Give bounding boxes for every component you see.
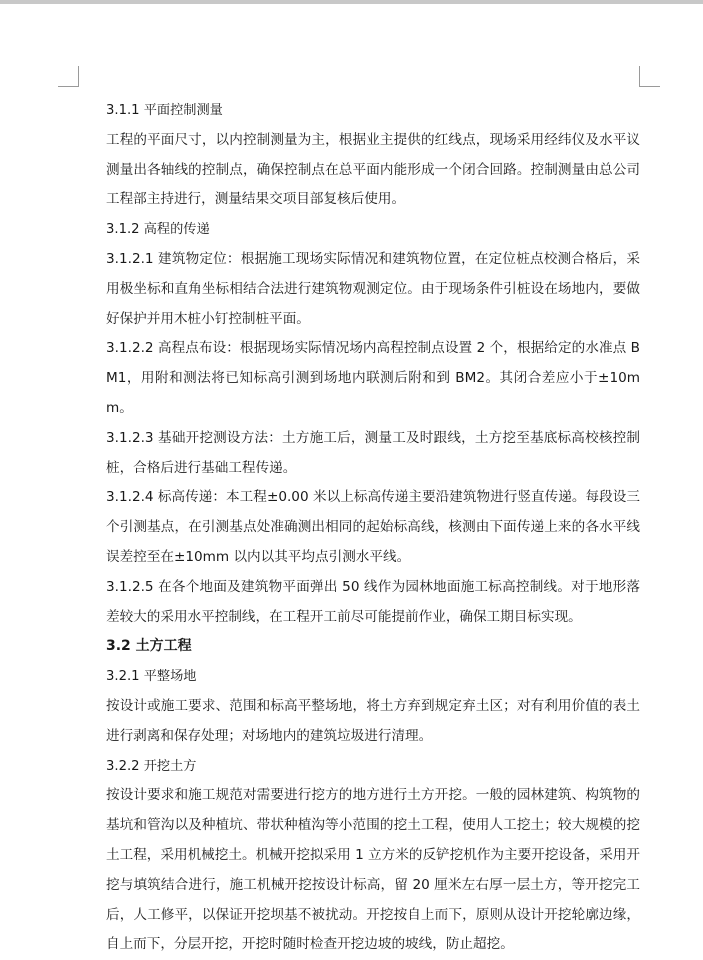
paragraph-elevation-points: 3.1.2.2 高程点布设：根据现场实际情况场内高程控制点设置 2 个，根据给定的水准点 BM1，用附和测法将已知标高引测到场地内联测后附和到 BM2。其闭合差应小于±10mm。 <box>106 340 640 416</box>
heading-3-1-1: 3.1.1 平面控制测量 <box>106 103 223 118</box>
heading-3-2-2: 3.2.2 开挖土方 <box>106 758 197 774</box>
page-corner-mark-left <box>58 66 79 87</box>
paragraph-earth-excavation: 按设计要求和施工规范对需要进行挖方的地方进行土方开挖。一般的园林建筑、构筑物的基坑和管沟以及种植坑、带状种植沟等小范围的挖土工程，使用人工挖土；较大规模的挖土工程，采用机械挖土。机械开挖拟采用 1 立方米的反铲挖机作为主要开挖设备，采用开挖与填筑结合进行，施工机械开挖按设计标高，留 20 厘米左右厚一层土方，等开挖完工后，人工修平，以保证开挖坝基不被扰动。开挖按自上而下，原则从设计开挖轮廓边缘，自上而下，分层开挖，开挖时随时检查开挖边坡的坡线，防止超挖。 <box>106 787 640 953</box>
heading-3-2: 3.2 土方工程 <box>106 638 192 655</box>
paragraph-elevation-transfer: 3.1.2.4 标高传递：本工程±0.00 米以上标高传递主要沿建筑物进行竖直传递。每段设三个引测基点，在引测基点处准确测出相同的起始标高线，核测由下面传递上来的各水平线误差控至在±10mm 以内以其平均点引测水平线。 <box>106 489 640 565</box>
heading-3-1-2: 3.1.2 高程的传递 <box>106 222 210 238</box>
page-corner-mark-right <box>639 66 660 87</box>
paragraph-site-leveling: 按设计或施工要求、范围和标高平整场地，将土方弃到规定弃土区；对有利用价值的表土进行剥离和保存处理；对场地内的建筑垃圾进行清理。 <box>106 697 640 744</box>
window-top-edge <box>0 0 703 4</box>
paragraph-building-positioning: 3.1.2.1 建筑物定位：根据施工现场实际情况和建筑物位置，在定位桩点校测合格后，采用极坐标和直角坐标相结合法进行建筑物观测定位。由于现场条件引桩设在场地内，要做好保护并用木桩小钉控制桩平面。 <box>106 250 640 327</box>
heading-3-2-1: 3.2.1 平整场地 <box>106 669 197 685</box>
paragraph-plane-control: 工程的平面尺寸，以内控制测量为主，根据业主提供的红线点，现场采用经纬仪及水平议测量出各轴线的控制点，确保控制点在总平面内能形成一个闭合回路。控制测量由总公司工程部主持进行，测量结果交项目部复核后使用。 <box>106 131 640 208</box>
paragraph-foundation-survey: 3.1.2.3 基础开挖测设方法：土方施工后，测量工及时跟线，土方挖至基底标高校核控制桩，合格后进行基础工程传递。 <box>106 429 640 476</box>
paragraph-control-line: 3.1.2.5 在各个地面及建筑物平面弹出 50 线作为园林地面施工标高控制线。对于地形落差较大的采用水平控制线，在工程开工前尽可能提前作业，确保工期目标实现。 <box>106 578 640 625</box>
document-body <box>106 96 640 960</box>
